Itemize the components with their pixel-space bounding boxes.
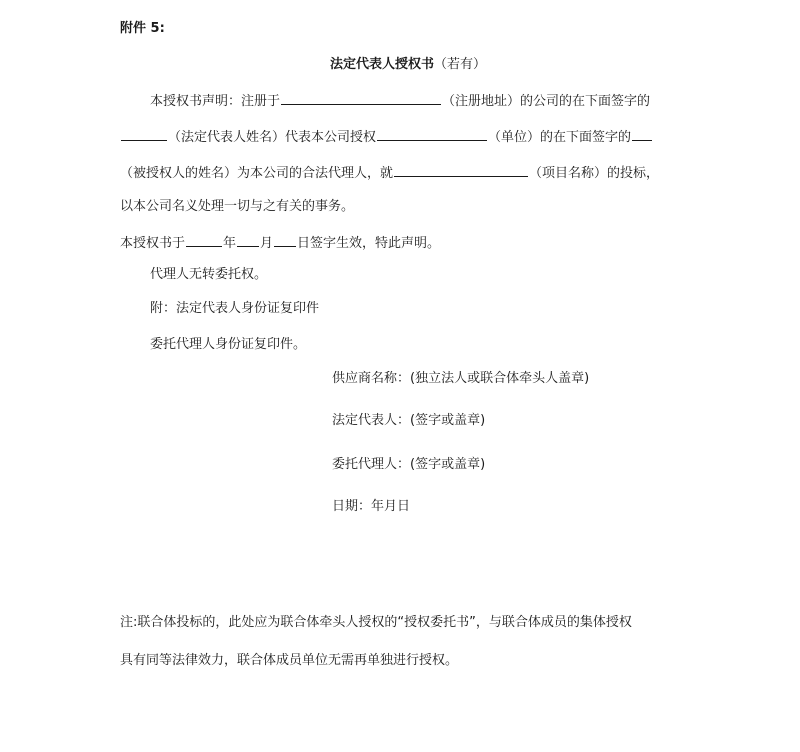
effective-text: 年 xyxy=(223,236,237,251)
signature-agent: 委托代理人：(签字或盖章) xyxy=(332,457,486,472)
document-title xyxy=(330,56,486,74)
effective-text: 日签字生效，特此声明。 xyxy=(297,236,441,251)
blank-registered-address xyxy=(281,90,441,105)
signature-date: 日期：年月日 xyxy=(332,499,411,514)
effective-date-line xyxy=(120,232,440,253)
no-delegation-text: 代理人无转委托权。 xyxy=(150,267,268,282)
signature-legal-rep: 法定代表人：(签字或盖章) xyxy=(332,413,486,428)
declaration-text: （单位）的在下面签字的 xyxy=(488,130,632,145)
declaration-line-2 xyxy=(120,126,653,147)
blank-signer xyxy=(632,126,652,141)
signature-supplier: 供应商名称：(独立法人或联合体牵头人盖章) xyxy=(332,371,590,386)
attachment-label: 附件 5: xyxy=(120,21,165,36)
blank-month xyxy=(237,232,259,247)
document-title-suffix: （若有） xyxy=(434,57,487,72)
declaration-text: （项目名称）的投标， xyxy=(529,166,660,181)
blank-unit xyxy=(377,126,487,141)
declaration-text: （注册地址）的公司的在下面签字的 xyxy=(442,94,651,109)
note-line-2: 具有同等法律效力，联合体成员单位无需再单独进行授权。 xyxy=(120,653,459,668)
declaration-line-3 xyxy=(120,162,659,183)
blank-day xyxy=(274,232,296,247)
effective-text: 本授权书于 xyxy=(120,236,186,251)
declaration-line-4: 以本公司名义处理一切与之有关的事务。 xyxy=(120,199,355,214)
blank-year xyxy=(186,232,222,247)
blank-project-name xyxy=(394,162,528,177)
attachment-2-text: 委托代理人身份证复印件。 xyxy=(150,337,307,352)
blank-legal-rep-name xyxy=(121,126,167,141)
attachment-1-text: 附：法定代表人身份证复印件 xyxy=(150,301,320,316)
note-line-1: 注:联合体投标的，此处应为联合体牵头人授权的“授权委托书”，与联合体成员的集体授权 xyxy=(120,615,632,630)
declaration-text: （法定代表人姓名）代表本公司授权 xyxy=(168,130,377,145)
declaration-line-1 xyxy=(150,90,650,111)
declaration-text: （被授权人的姓名）为本公司的合法代理人，就 xyxy=(120,166,394,181)
document-title-main: 法定代表人授权书 xyxy=(330,57,435,72)
effective-text: 月 xyxy=(260,236,274,251)
declaration-text: 本授权书声明：注册于 xyxy=(150,94,281,109)
